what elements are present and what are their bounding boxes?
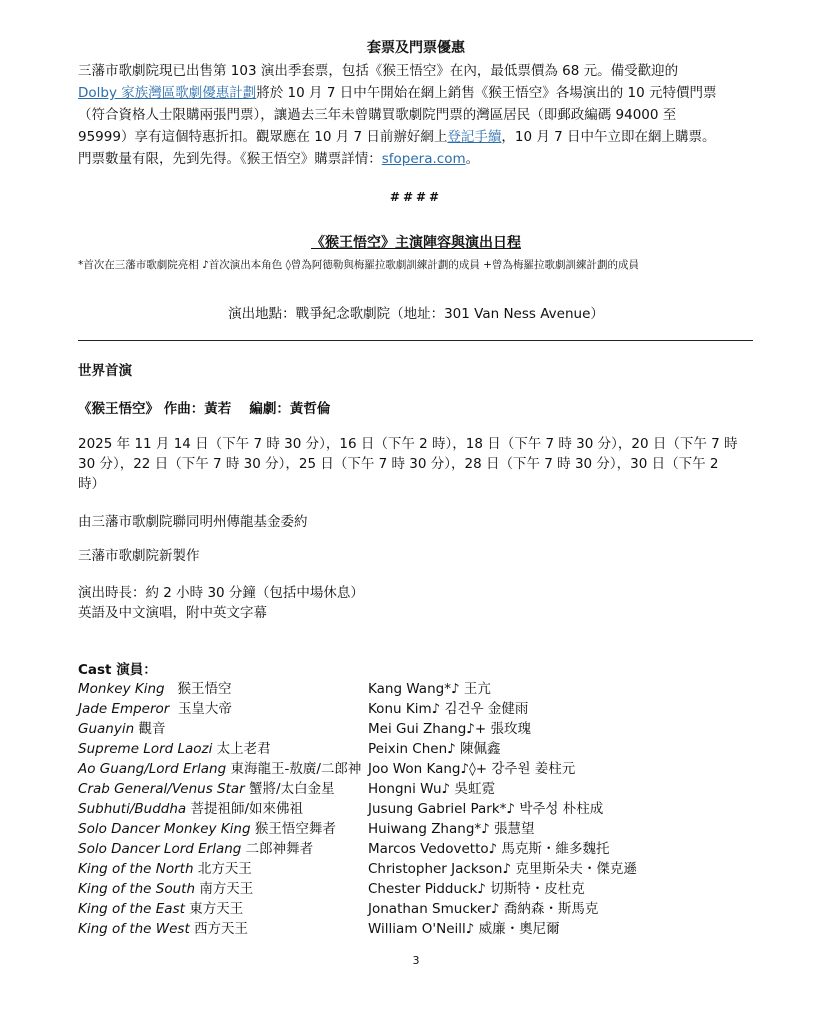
dates-line-3: 時） bbox=[78, 476, 105, 492]
opera-title-credits: 《猴王悟空》 作曲：黃若 編劇：黃哲倫 bbox=[78, 401, 331, 417]
cast-row-role bbox=[78, 879, 253, 899]
cast-row-role bbox=[78, 679, 231, 699]
role-english: King of the East bbox=[78, 901, 185, 917]
role-chinese: 北方天王 bbox=[197, 861, 252, 877]
tickets-heading: 套票及門票優惠 bbox=[367, 40, 465, 56]
cast-schedule-heading: 《猴王悟空》主演陣容與演出日程 bbox=[311, 235, 521, 251]
section-separator: #### bbox=[389, 190, 443, 204]
role-chinese: 蟹將/太白金星 bbox=[249, 781, 335, 797]
tickets-line-5-pre: 門票數量有限，先到先得。《猴王悟空》購票詳情： bbox=[78, 151, 382, 167]
symbol-legend: *首次在三藩市歌劇院亮相 ♪首次演出本角色 ◊曾為阿德勒與梅羅拉歌劇訓練計劃的成員 +曾為梅羅拉歌劇訓練計劃的成員 bbox=[78, 259, 639, 271]
sfopera-link[interactable]: sfopera.com bbox=[381, 151, 466, 167]
tickets-line-2 bbox=[78, 82, 716, 105]
commission-line: 由三藩市歌劇院聯同明州傳龍基金委約 bbox=[78, 514, 308, 530]
cast-row-singer: Christopher Jackson♪ 克里斯朵夫・傑克遜 bbox=[368, 861, 637, 877]
role-chinese: 玉皇大帝 bbox=[177, 701, 232, 717]
cast-row-singer: Peixin Chen♪ 陳佩鑫 bbox=[368, 741, 501, 757]
cast-row-role bbox=[78, 699, 232, 719]
horizontal-divider bbox=[78, 340, 753, 341]
cast-row-singer: Joo Won Kang♪◊+ 강주원 姜柱元 bbox=[368, 761, 576, 777]
cast-row-role bbox=[78, 899, 243, 919]
role-chinese: 南方天王 bbox=[199, 881, 254, 897]
dates-line-1: 2025 年 11 月 14 日（下午 7 時 30 分），16 日（下午 2 時），18 日（下午 7 時 30 分），20 日（下午 7 時 bbox=[78, 436, 738, 452]
cast-row-role bbox=[78, 799, 303, 819]
role-chinese: 太上老君 bbox=[216, 741, 271, 757]
role-english: Jade Emperor bbox=[78, 701, 170, 717]
tickets-line-3: （符合資格人士限購兩張門票），讓過去三年未曾購買歌劇院門票的灣區居民（即郵政編碼 94000 至 bbox=[78, 107, 677, 123]
tickets-line-4-post: ，10 月 7 日中午立即在網上購票。 bbox=[501, 129, 716, 145]
cast-row-role bbox=[78, 739, 271, 759]
cast-row-singer: William O'Neill♪ 威廉・奧尼爾 bbox=[368, 921, 560, 937]
role-english: Supreme Lord Laozi bbox=[78, 741, 213, 757]
role-chinese: 猴王悟空 bbox=[177, 681, 232, 697]
cast-row-singer: Jusung Gabriel Park*♪ 박주성 朴柱成 bbox=[368, 801, 604, 817]
language-line: 英語及中文演唱，附中英文字幕 bbox=[78, 605, 267, 621]
role-chinese: 西方天王 bbox=[194, 921, 249, 937]
role-english: King of the South bbox=[78, 881, 196, 897]
venue-line: 演出地點：戰爭紀念歌劇院（地址：301 Van Ness Avenue） bbox=[228, 306, 604, 322]
cast-row-role bbox=[78, 839, 313, 859]
cast-row-singer: Kang Wang*♪ 王亢 bbox=[368, 681, 491, 697]
cast-row-singer: Mei Gui Zhang♪+ 張玫瑰 bbox=[368, 721, 531, 737]
duration-line: 演出時長：約 2 小時 30 分鐘（包括中場休息） bbox=[78, 585, 364, 601]
cast-row-role bbox=[78, 779, 335, 799]
cast-row-role bbox=[78, 859, 252, 879]
role-chinese: 二郎神舞者 bbox=[245, 841, 314, 857]
registration-link[interactable]: 登記手續 bbox=[447, 129, 502, 145]
cast-label: Cast 演員： bbox=[78, 662, 157, 678]
cast-row-singer: Marcos Vedovetto♪ 馬克斯・維多魏托 bbox=[368, 841, 610, 857]
tickets-line-1: 三藩市歌劇院現已出售第 103 演出季套票，包括《猴王悟空》在內，最低票價為 68 元。備受歡迎的 bbox=[78, 63, 679, 79]
role-english: Solo Dancer Monkey King bbox=[78, 821, 251, 837]
cast-row-singer: Jonathan Smucker♪ 喬納森・斯馬克 bbox=[368, 901, 599, 917]
cast-row-singer: Huiwang Zhang*♪ 張慧望 bbox=[368, 821, 535, 837]
tickets-line-5 bbox=[78, 148, 479, 171]
production-line: 三藩市歌劇院新製作 bbox=[78, 548, 200, 564]
role-chinese: 觀音 bbox=[138, 721, 166, 737]
role-chinese: 猴王悟空舞者 bbox=[254, 821, 336, 837]
role-chinese: 東海龍王-敖廣/二郎神 bbox=[230, 761, 362, 777]
tickets-line-4 bbox=[78, 126, 716, 149]
dolby-program-link[interactable]: Dolby 家族灣區歌劇優惠計劃 bbox=[78, 85, 257, 101]
role-english: Monkey King bbox=[78, 681, 165, 697]
cast-row-singer: Chester Pidduck♪ 切斯特・皮杜克 bbox=[368, 881, 585, 897]
tickets-line-2-text: 將於 10 月 7 日中午開始在網上銷售《猴王悟空》各場演出的 10 元特價門票 bbox=[256, 85, 717, 101]
role-english: King of the West bbox=[78, 921, 190, 937]
role-english: Crab General/Venus Star bbox=[78, 781, 245, 797]
page-number: 3 bbox=[412, 954, 420, 967]
cast-row-role bbox=[78, 759, 361, 779]
role-chinese: 菩提祖師/如來佛祖 bbox=[190, 801, 304, 817]
tickets-line-5-post: 。 bbox=[465, 151, 480, 167]
cast-row-role bbox=[78, 919, 248, 939]
tickets-line-4-pre: 95999）享有這個特惠折扣。觀眾應在 10 月 7 日前辦好網上 bbox=[78, 129, 448, 145]
cast-row-singer: Konu Kim♪ 김건우 金健雨 bbox=[368, 701, 529, 717]
cast-row-role bbox=[78, 819, 336, 839]
role-english: Guanyin bbox=[78, 721, 135, 737]
cast-row-role bbox=[78, 719, 165, 739]
cast-row-singer: Hongni Wu♪ 吳虹霓 bbox=[368, 781, 495, 797]
role-english: Solo Dancer Lord Erlang bbox=[78, 841, 242, 857]
world-premiere-label: 世界首演 bbox=[78, 363, 132, 379]
dates-line-2: 30 分），22 日（下午 7 時 30 分），25 日（下午 7 時 30 分），28 日（下午 7 時 30 分），30 日（下午 2 bbox=[78, 456, 719, 472]
role-english: Subhuti/Buddha bbox=[78, 801, 187, 817]
role-english: King of the North bbox=[78, 861, 194, 877]
role-english: Ao Guang/Lord Erlang bbox=[78, 761, 227, 777]
role-chinese: 東方天王 bbox=[189, 901, 244, 917]
